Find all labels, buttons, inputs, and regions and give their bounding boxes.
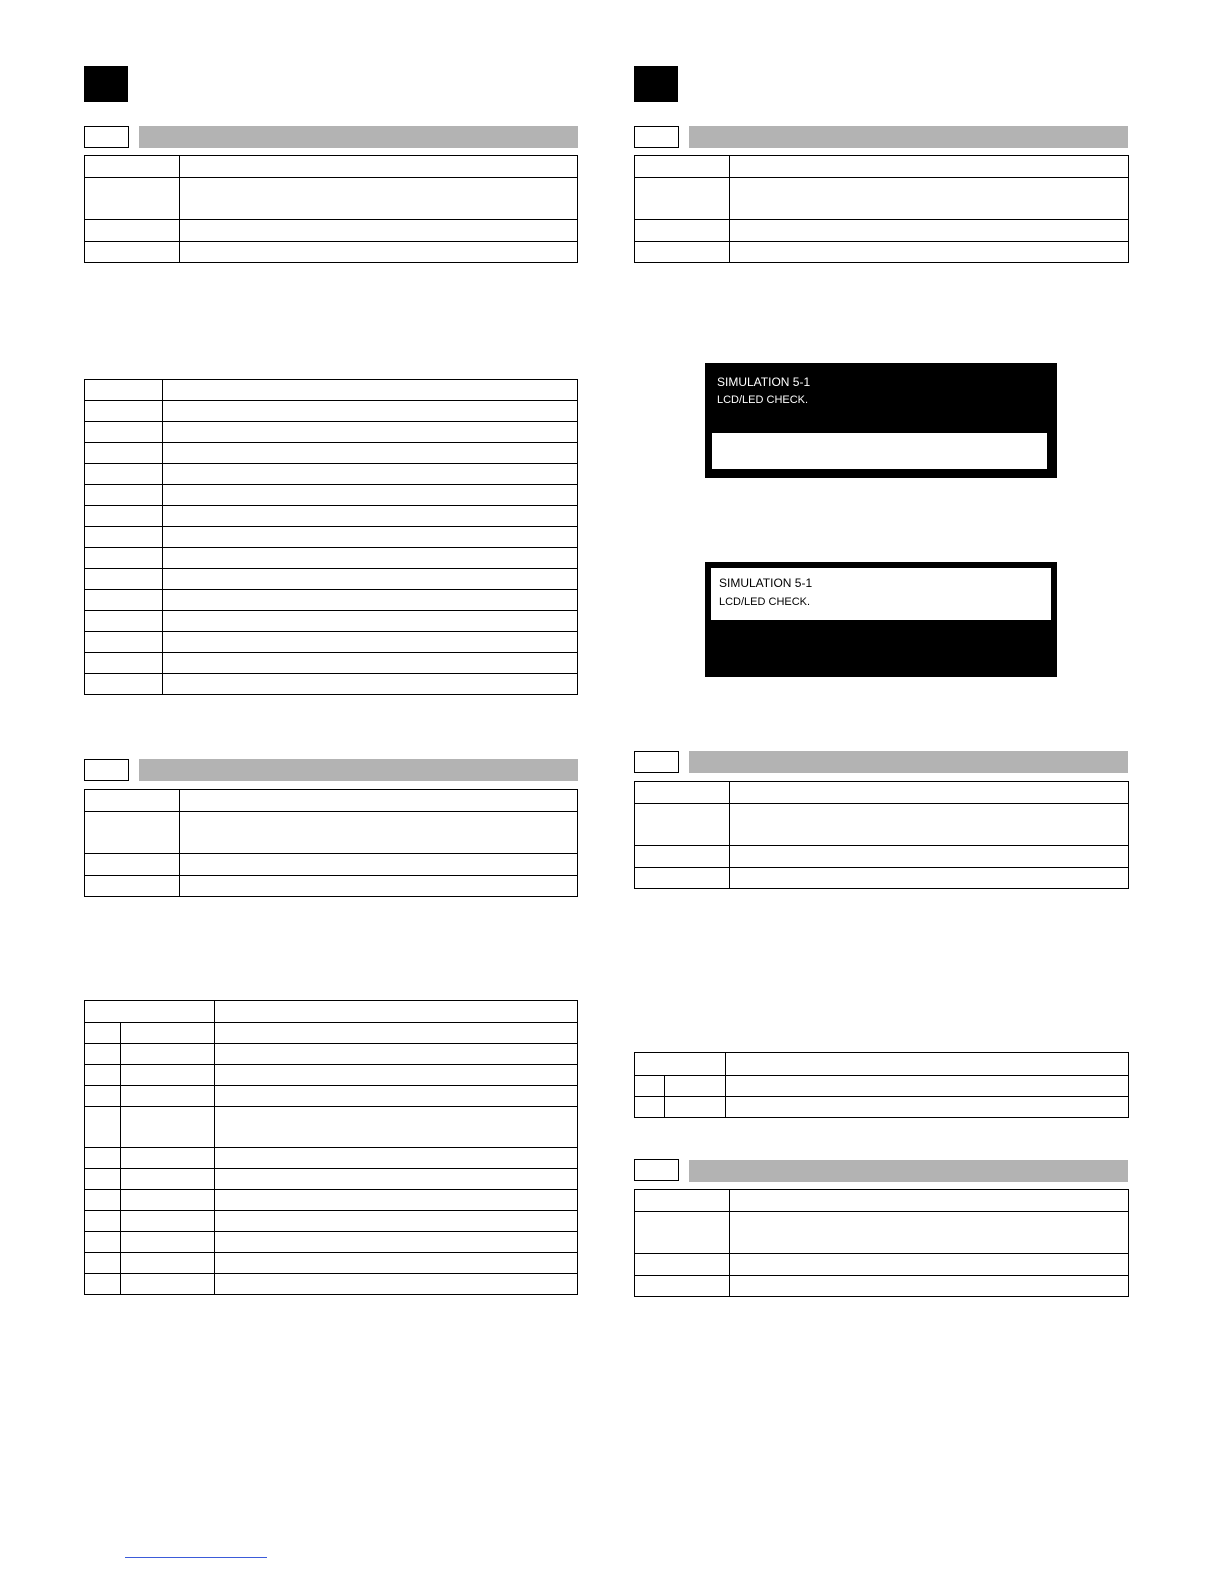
table-cell bbox=[180, 156, 578, 178]
table-cell bbox=[665, 1097, 726, 1118]
table-cell bbox=[215, 1086, 578, 1107]
table-cell bbox=[121, 1169, 215, 1190]
section-number-box bbox=[634, 126, 679, 148]
simulation-info-table bbox=[634, 1189, 1129, 1297]
table-cell bbox=[163, 653, 578, 674]
table-cell bbox=[85, 220, 180, 242]
table-row bbox=[85, 1086, 578, 1107]
table-cell bbox=[85, 1232, 121, 1253]
table-cell bbox=[730, 1254, 1129, 1276]
table-cell bbox=[635, 846, 730, 868]
table-cell bbox=[163, 527, 578, 548]
table-row bbox=[85, 485, 578, 506]
table-row bbox=[85, 527, 578, 548]
table-cell bbox=[85, 242, 180, 263]
chapter-marker-left bbox=[84, 66, 128, 102]
table-cell bbox=[163, 443, 578, 464]
table-cell bbox=[730, 1212, 1129, 1254]
table-row bbox=[85, 1274, 578, 1295]
table-cell bbox=[635, 156, 730, 178]
table-cell bbox=[215, 1232, 578, 1253]
table-cell bbox=[85, 854, 180, 876]
table-cell bbox=[85, 527, 163, 548]
section-title-bar bbox=[139, 759, 578, 781]
table-cell bbox=[85, 464, 163, 485]
table-row bbox=[85, 632, 578, 653]
table-cell bbox=[180, 220, 578, 242]
table-cell bbox=[635, 242, 730, 263]
table-row bbox=[85, 1023, 578, 1044]
section-number-box bbox=[634, 1159, 679, 1181]
table-cell bbox=[85, 1169, 121, 1190]
table-cell bbox=[635, 1076, 665, 1097]
table-row bbox=[85, 1211, 578, 1232]
lcd-blank-area bbox=[710, 431, 1049, 471]
table-cell bbox=[85, 1044, 121, 1065]
footer-link[interactable] bbox=[125, 1557, 267, 1559]
simulation-info-table bbox=[634, 781, 1129, 889]
simulation-info-table bbox=[84, 789, 578, 897]
table-cell bbox=[730, 782, 1129, 804]
table-cell bbox=[215, 1065, 578, 1086]
table-cell bbox=[85, 1148, 121, 1169]
table-cell bbox=[85, 790, 180, 812]
table-cell bbox=[121, 1211, 215, 1232]
table-cell bbox=[215, 1148, 578, 1169]
table-row bbox=[85, 1107, 578, 1148]
table-cell bbox=[85, 569, 163, 590]
table-cell bbox=[180, 812, 578, 854]
table-cell bbox=[85, 1253, 121, 1274]
table-cell bbox=[730, 846, 1129, 868]
table-cell bbox=[730, 1276, 1129, 1297]
table-cell bbox=[121, 1148, 215, 1169]
table-row bbox=[85, 590, 578, 611]
table-cell bbox=[215, 1253, 578, 1274]
table-cell bbox=[215, 1211, 578, 1232]
table-cell bbox=[85, 156, 180, 178]
table-cell bbox=[163, 506, 578, 527]
table-cell bbox=[121, 1107, 215, 1148]
section-title-bar bbox=[689, 751, 1128, 773]
table-row bbox=[85, 380, 578, 401]
section-number-box bbox=[84, 126, 129, 148]
table-row bbox=[85, 506, 578, 527]
table-row bbox=[85, 464, 578, 485]
table-cell bbox=[85, 422, 163, 443]
table-cell bbox=[163, 380, 578, 401]
table-cell bbox=[85, 506, 163, 527]
table-cell bbox=[121, 1190, 215, 1211]
table-cell bbox=[635, 220, 730, 242]
simulation-info-table bbox=[84, 155, 578, 263]
table-cell bbox=[180, 854, 578, 876]
table-cell bbox=[163, 632, 578, 653]
table-cell bbox=[121, 1232, 215, 1253]
table-cell bbox=[665, 1076, 726, 1097]
table-cell bbox=[163, 548, 578, 569]
table-cell bbox=[85, 674, 163, 695]
item-list-table bbox=[84, 379, 578, 695]
lcd-line-1: SIMULATION 5-1 bbox=[719, 576, 813, 590]
table-cell bbox=[215, 1023, 578, 1044]
table-cell bbox=[635, 178, 730, 220]
table-row bbox=[85, 1190, 578, 1211]
table-cell bbox=[85, 876, 180, 897]
table-cell bbox=[85, 611, 163, 632]
table-cell bbox=[215, 1169, 578, 1190]
table-row bbox=[85, 1044, 578, 1065]
lcd-line-2: LCD/LED CHECK. bbox=[717, 394, 809, 406]
simulation-info-table bbox=[634, 155, 1129, 263]
table-cell bbox=[85, 1086, 121, 1107]
table-cell bbox=[85, 443, 163, 464]
table-row bbox=[85, 569, 578, 590]
table-row bbox=[85, 1148, 578, 1169]
table-cell bbox=[85, 632, 163, 653]
table-cell bbox=[635, 868, 730, 889]
table-cell bbox=[163, 569, 578, 590]
section-number-box bbox=[634, 751, 679, 773]
table-cell bbox=[85, 1107, 121, 1148]
table-cell bbox=[726, 1097, 1129, 1118]
table-row bbox=[85, 422, 578, 443]
table-cell bbox=[730, 220, 1129, 242]
table-cell bbox=[85, 178, 180, 220]
table-cell bbox=[215, 1274, 578, 1295]
lcd-text-area bbox=[709, 566, 1053, 622]
table-cell bbox=[85, 653, 163, 674]
table-cell bbox=[635, 1254, 730, 1276]
section-title-bar bbox=[139, 126, 578, 148]
table-row bbox=[85, 1169, 578, 1190]
lcd-line-1: SIMULATION 5-1 bbox=[717, 375, 811, 389]
table-cell bbox=[85, 1190, 121, 1211]
table-row bbox=[85, 1001, 578, 1023]
table-cell bbox=[215, 1044, 578, 1065]
table-cell bbox=[163, 485, 578, 506]
section-number-box bbox=[84, 759, 129, 781]
table-cell bbox=[726, 1053, 1129, 1076]
table-row bbox=[85, 401, 578, 422]
table-cell bbox=[85, 1065, 121, 1086]
table-cell bbox=[121, 1023, 215, 1044]
table-row bbox=[85, 443, 578, 464]
table-cell bbox=[121, 1274, 215, 1295]
lcd-screen-inverted-top bbox=[705, 363, 1057, 478]
table-cell bbox=[85, 590, 163, 611]
lcd-screen-inverted-bottom bbox=[705, 562, 1057, 677]
table-cell bbox=[215, 1001, 578, 1023]
table-cell bbox=[635, 1053, 726, 1076]
table-cell bbox=[635, 1097, 665, 1118]
table-cell bbox=[85, 1211, 121, 1232]
table-cell bbox=[85, 1274, 121, 1295]
table-cell bbox=[85, 1023, 121, 1044]
table-cell bbox=[635, 782, 730, 804]
item-detail-table bbox=[634, 1052, 1129, 1118]
table-cell bbox=[121, 1086, 215, 1107]
table-cell bbox=[180, 876, 578, 897]
table-row bbox=[85, 611, 578, 632]
table-cell bbox=[163, 590, 578, 611]
table-cell bbox=[85, 380, 163, 401]
chapter-marker-right bbox=[634, 66, 678, 102]
table-cell bbox=[730, 178, 1129, 220]
table-cell bbox=[163, 422, 578, 443]
section-title-bar bbox=[689, 1160, 1128, 1182]
table-cell bbox=[635, 1212, 730, 1254]
table-cell bbox=[121, 1065, 215, 1086]
table-cell bbox=[180, 178, 578, 220]
table-cell bbox=[635, 804, 730, 846]
table-row bbox=[85, 653, 578, 674]
table-cell bbox=[85, 812, 180, 854]
table-cell bbox=[85, 548, 163, 569]
table-row bbox=[85, 1065, 578, 1086]
table-cell bbox=[730, 242, 1129, 263]
table-cell bbox=[635, 1276, 730, 1297]
table-cell bbox=[180, 242, 578, 263]
table-cell bbox=[85, 1001, 215, 1023]
table-row bbox=[85, 1253, 578, 1274]
table-cell bbox=[121, 1253, 215, 1274]
table-cell bbox=[726, 1076, 1129, 1097]
table-cell bbox=[215, 1107, 578, 1148]
table-cell bbox=[180, 790, 578, 812]
table-cell bbox=[163, 401, 578, 422]
table-cell bbox=[730, 1190, 1129, 1212]
table-cell bbox=[730, 804, 1129, 846]
table-cell bbox=[121, 1044, 215, 1065]
table-cell bbox=[730, 868, 1129, 889]
table-cell bbox=[163, 464, 578, 485]
table-cell bbox=[85, 485, 163, 506]
table-row bbox=[85, 1232, 578, 1253]
section-title-bar bbox=[689, 126, 1128, 148]
table-cell bbox=[85, 401, 163, 422]
table-cell bbox=[635, 1190, 730, 1212]
item-detail-table bbox=[84, 1000, 578, 1295]
table-cell bbox=[215, 1190, 578, 1211]
table-row bbox=[85, 674, 578, 695]
table-row bbox=[85, 548, 578, 569]
table-cell bbox=[730, 156, 1129, 178]
table-cell bbox=[163, 674, 578, 695]
lcd-line-2: LCD/LED CHECK. bbox=[719, 596, 811, 608]
table-cell bbox=[163, 611, 578, 632]
